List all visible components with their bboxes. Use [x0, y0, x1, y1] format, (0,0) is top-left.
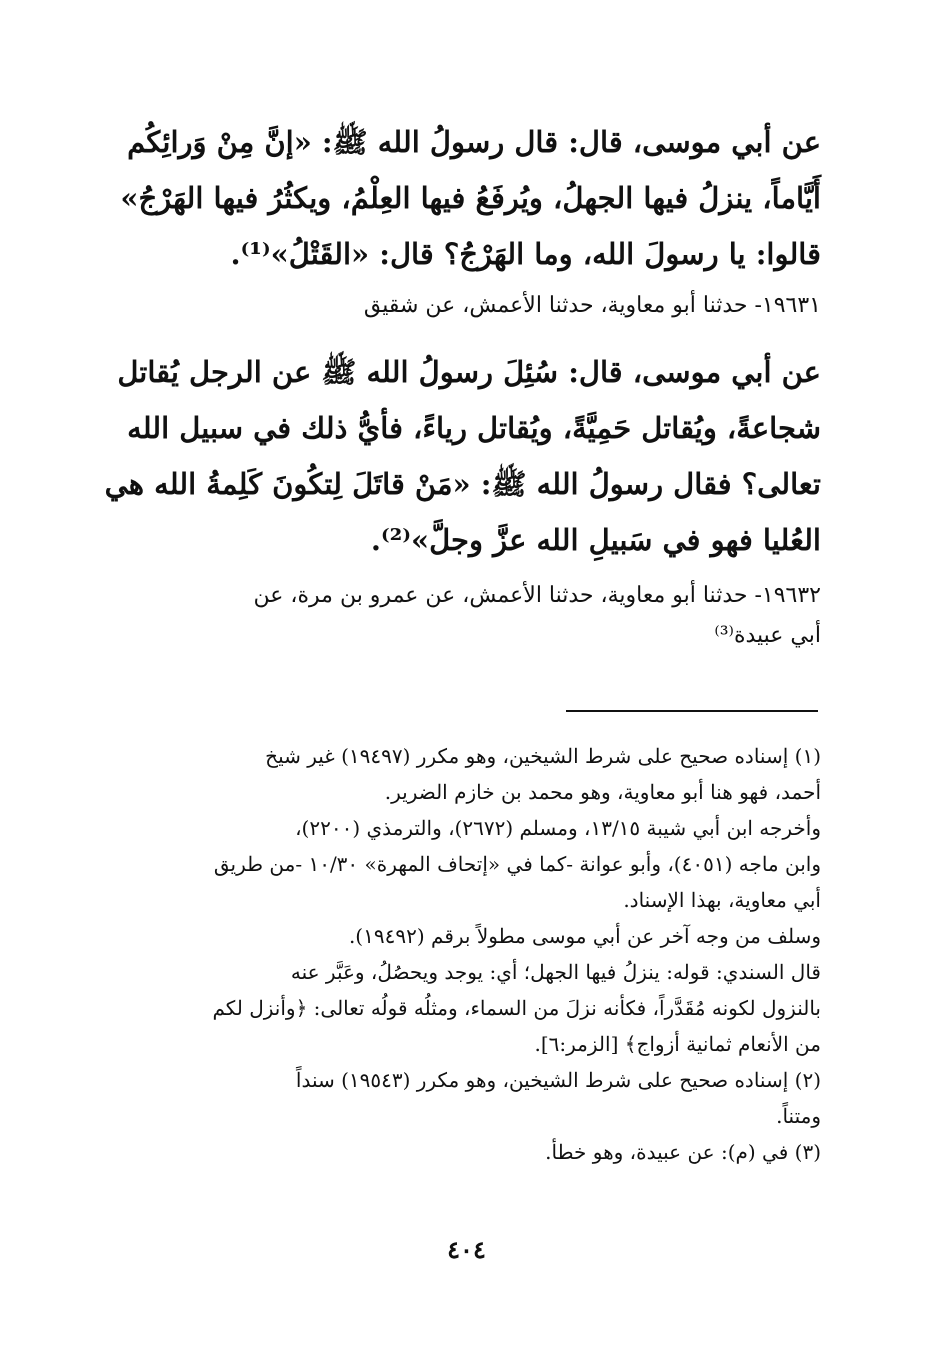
footnote-line: قال السندي: قوله: ينزلُ فيها الجهل؛ أي: يوجد ويحصُلُ، وعَبَّر عنه [290, 960, 821, 984]
footnote-line: ومتناً. [776, 1104, 821, 1128]
text-line: قالوا: يا رسولَ الله، وما الهَرْجُ؟ قال: «القَتْلُ»⁽¹⁾. [230, 237, 821, 271]
text-line: العُليا فهو في سَبيلِ الله عزَّ وجلَّ»⁽²⁾. [370, 523, 821, 557]
text-line: ١٩٦٣١- حدثنا أبو معاوية، حدثنا الأعمش، عن شقيق [363, 293, 821, 318]
footnote-line: وسلف من وجه آخر عن أبي موسى مطولاً برقم (١٩٤٩٢). [348, 924, 821, 948]
footnote-line: وأخرجه ابن أبي شيبة ١٣/١٥، ومسلم (٢٦٧٢)، والترمذي (٢٢٠٠)، [295, 816, 821, 840]
isnad-chain-19631 [110, 286, 821, 326]
isnad-chain-19632 [110, 576, 821, 656]
text-line: عن أبي موسى، قال: سُئِلَ رسولُ الله ﷺ عن الرجل يُقاتل [117, 355, 821, 389]
footnote-line: (١) إسناده صحيح على شرط الشيخين، وهو مكرر (١٩٤٩٧) غير شيخ [265, 744, 821, 768]
text-line: أَيَّاماً، ينزلُ فيها الجهلُ، ويُرفَعُ فيها العِلْمُ، ويكثُرُ فيها الهَرْجُ» [120, 181, 821, 215]
footnote-line: (٢) إسناده صحيح على شرط الشيخين، وهو مكرر (١٩٥٤٣) سنداً [295, 1068, 821, 1092]
text-line: أبي عبيدة⁽³⁾ [714, 623, 821, 648]
text-line: شجاعةً، ويُقاتل حَمِيَّةً، ويُقاتل رياءً، فأيُّ ذلك في سبيل الله [127, 411, 821, 445]
footnote-line: وابن ماجه (٤٠٥١)، وأبو عوانة -كما في «إتحاف المهرة» ١٠/٣٠ -من طريق [213, 852, 821, 876]
page-number: ٤٠٤ [447, 1235, 486, 1264]
footnote-line: أحمد، فهو هنا أبو معاوية، وهو محمد بن خازم الضرير. [384, 780, 821, 804]
footnote-divider [566, 710, 818, 712]
footnote-line: (٣) في (م): عن عبيدة، وهو خطأ. [545, 1140, 821, 1164]
footnotes [110, 738, 821, 1170]
footnote-line: أبي معاوية، بهذا الإسناد. [623, 888, 821, 912]
hadith-paragraph-2 [104, 344, 821, 568]
text-line: ١٩٦٣٢- حدثنا أبو معاوية، حدثنا الأعمش، عن عمرو بن مرة، عن [253, 583, 821, 608]
text-line: تعالى؟ فقال رسولُ الله ﷺ: «مَنْ قاتَلَ لِتكُونَ كَلِمةُ الله هي [104, 467, 821, 501]
footnote-line: من الأنعام ثمانية أزواج﴾ [الزمر:٦]. [534, 1032, 821, 1056]
hadith-paragraph-1 [110, 114, 821, 282]
text-line: عن أبي موسى، قال: قال رسولُ الله ﷺ: «إنَّ مِنْ وَرائِكُم [127, 125, 821, 159]
footnote-line: بالنزول لكونه مُقَدَّراً، فكأنه نزلَ من السماء، ومثلُه قولُه تعالى: ﴿وأنزل لكم [212, 996, 821, 1020]
